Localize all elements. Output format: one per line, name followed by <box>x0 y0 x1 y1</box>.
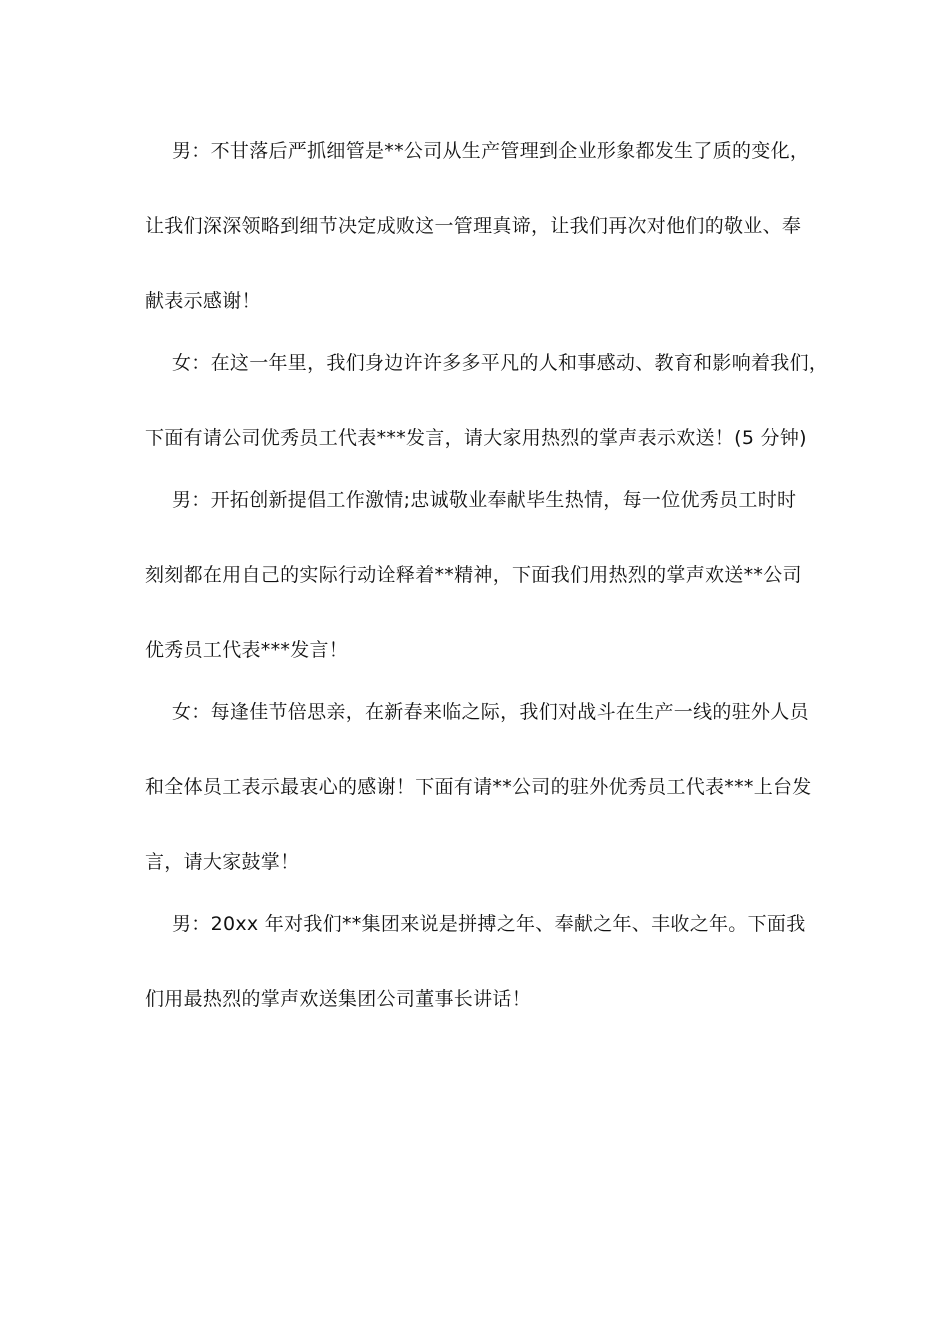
speech-line-female-2: 女：每逢佳节倍思亲，在新春来临之际，我们对战斗在生产一线的驻外人员 <box>172 701 809 723</box>
speech-line-male-1-cont: 让我们深深领略到细节决定成败这一管理真谛，让我们再次对他们的敬业、奉 <box>145 215 802 237</box>
speech-line-male-2-cont: 刻刻都在用自己的实际行动诠释着**精神，下面我们用热烈的掌声欢送**公司 <box>145 564 802 586</box>
speech-line-female-1: 女：在这一年里，我们身边许许多多平凡的人和事感动、教育和影响着我们， <box>172 352 829 374</box>
speech-line-male-2: 男：开拓创新提倡工作激情;忠诚敬业奉献毕生热情，每一位优秀员工时时 <box>172 489 797 511</box>
speech-line-female-1-end: 下面有请公司优秀员工代表***发言，请大家用热烈的掌声表示欢送！(5 分钟) <box>145 427 807 449</box>
speech-line-male-1-end: 献表示感谢！ <box>145 290 261 312</box>
speech-line-male-3-end: 们用最热烈的掌声欢送集团公司董事长讲话！ <box>145 988 532 1010</box>
speech-line-female-2-end: 言，请大家鼓掌！ <box>145 851 300 873</box>
speech-line-male-3: 男：20xx 年对我们**集团来说是拼搏之年、奉献之年、丰收之年。下面我 <box>172 913 806 935</box>
speech-line-male-2-end: 优秀员工代表***发言！ <box>145 639 349 661</box>
speech-line-female-2-cont: 和全体员工表示最衷心的感谢！下面有请**公司的驻外优秀员工代表***上台发 <box>145 776 812 798</box>
speech-line-male-1: 男：不甘落后严抓细管是**公司从生产管理到企业形象都发生了质的变化， <box>172 140 810 162</box>
